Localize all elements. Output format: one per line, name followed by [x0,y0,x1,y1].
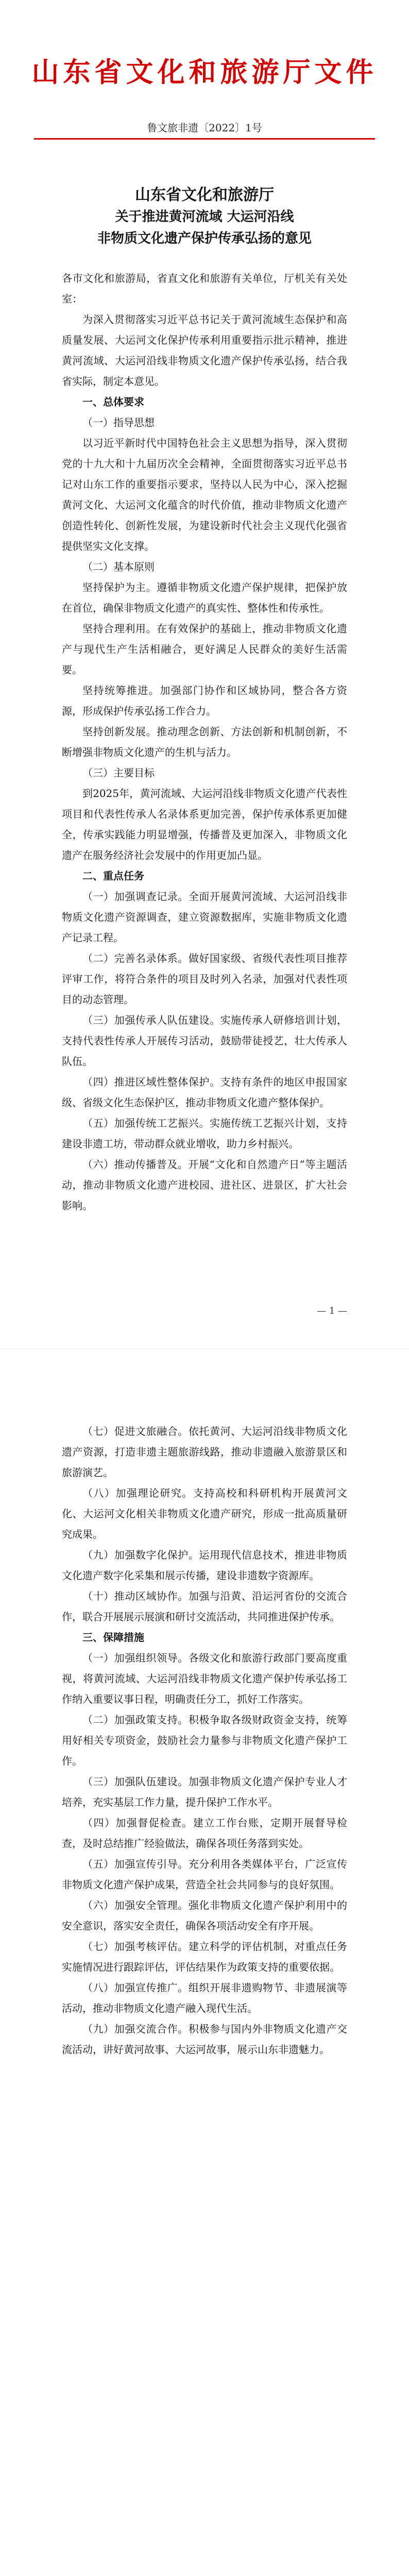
body-paragraph: （七）促进文旅融合。依托黄河、大运河沿线非物质文化遗产资源，打造非遗主题旅游线路，推动非遗融入旅游景区和旅游演艺。 [62,1425,347,1479]
body-paragraph: （四）加强督促检查。建立工作台账，定期开展督导检查，及时总结推广经验做法，确保各项任务落到实处。 [62,1817,347,1850]
section-heading: 二、重点任务 [82,870,144,882]
document-title [0,184,409,249]
body-paragraph: 坚持统筹推进。加强部门协作和区域协同，整合各方资源，形成保护传承弘扬工作合力。 [62,684,347,717]
body-paragraph: （二）完善名录体系。做好国家级、省级代表性项目推荐评审工作，将符合条件的项目及时列入名录，加强对代表性项目的动态管理。 [62,952,347,1006]
body-paragraph: （三）加强队伍建设。加强非物质文化遗产保护专业人才培养，充实基层工作力量，提升保护工作水平。 [62,1775,347,1808]
body-paragraph: （五）加强宣传引导。充分利用各类媒体平台，广泛宣传非物质文化遗产保护成果，营造全社会共同参与的良好氛围。 [62,1858,347,1891]
body-paragraph: 以习近平新时代中国特色社会主义思想为指导，深入贯彻党的十九大和十九届历次全会精神，全面贯彻落实习近平总书记对山东工作的重要指示要求，坚持以人民为中心，深入挖掘黄河文化、大运河文化蕴含的时代价值，推动非物质文化遗产创造性转化、创新性发展，为建设新时代社会主义现代化强省提供坚实文化支撑。 [62,437,347,552]
section-heading: 一、总体要求 [82,396,144,408]
body-paragraph: （九）加强数字化保护。运用现代信息技术，推进非物质文化遗产数字化采集和展示传播，建设非遗数字资源库。 [62,1549,347,1582]
subsection-heading: （二）基本原则 [82,561,155,573]
red-divider-line [34,138,375,140]
section-heading: 三、保障措施 [82,1631,144,1643]
body-paragraph: （六）加强安全管理。强化非物质文化遗产保护利用中的安全意识，落实安全责任，确保各项活动安全有序开展。 [62,1899,347,1932]
body-paragraph: （三）加强传承人队伍建设。实施传承人研修培训计划，支持代表性传承人开展传习活动，鼓励带徒授艺，壮大传承人队伍。 [62,1014,347,1067]
body-paragraph: 坚持合理利用。在有效保护的基础上，推动非物质文化遗产与现代生产生活相融合，更好满足人民群众的美好生活需要。 [62,622,347,676]
title-line-2: 非物质文化遗产保护传承弘扬的意见 [97,231,312,246]
page-number: — 1 — [317,1306,347,1316]
body-paragraph: （二）加强政策支持。积极争取各级财政资金支持，统筹用好相关专项资金，鼓励社会力量参与非物质文化遗产保护工作。 [62,1714,347,1767]
body-paragraph: 各市文化和旅游局，省直文化和旅游有关单位，厅机关有关处室： [62,272,347,305]
body-paragraph: （七）加强考核评估。建立科学的评估机制，对重点任务实施情况进行跟踪评估，评估结果作为政策支持的重要依据。 [62,1940,347,1973]
body-paragraph: 为深入贯彻落实习近平总书记关于黄河流域生态保护和高质量发展、大运河文化保护传承利用重要指示批示精神，推进黄河流域、大运河沿线非物质文化遗产保护传承弘扬，结合我省实际，制定本意见。 [62,313,347,387]
body-paragraph: （八）加强宣传推广。组织开展非遗购物节、非遗展演等活动，推动非物质文化遗产融入现代生活。 [62,1981,347,2014]
page-2-body [62,1421,347,2060]
document-header: 山东省文化和旅游厅文件 [31,56,378,88]
body-paragraph: （十）推动区域协作。加强与沿黄、沿运河省份的交流合作，联合开展展示展演和研讨交流活动，共同推进保护传承。 [62,1590,347,1623]
title-line-1: 关于推进黄河流域 大运河沿线 [115,209,294,225]
body-paragraph: 坚持保护为主。遵循非物质文化遗产保护规律，把保护放在首位，确保非物质文化遗产的真实性、整体性和传承性。 [62,581,347,614]
body-paragraph: 坚持创新发展。推动理念创新、方法创新和机制创新，不断增强非物质文化遗产的生机与活力。 [62,725,347,758]
body-paragraph: （一）加强组织领导。各级文化和旅游行政部门要高度重视，将黄河流域、大运河沿线非物质文化遗产保护传承弘扬工作纳入重要议事日程，明确责任分工，抓好工作落实。 [62,1652,347,1705]
title-issuer: 山东省文化和旅游厅 [135,186,274,204]
body-paragraph: （九）加强交流合作。积极参与国内外非物质文化遗产交流活动，讲好黄河故事、大运河故事，展示山东非遗魅力。 [62,2023,347,2056]
body-paragraph: （一）加强调查记录。全面开展黄河流域、大运河沿线非物质文化遗产资源调查，建立资源数据库，实施非物质文化遗产记录工程。 [62,890,347,944]
subsection-heading: （一）指导思想 [82,416,155,429]
body-paragraph: （五）加强传统工艺振兴。实施传统工艺振兴计划，支持建设非遗工坊，带动群众就业增收，助力乡村振兴。 [62,1117,347,1150]
subsection-heading: （三）主要目标 [82,767,155,779]
body-paragraph: （六）推动传播普及。开展“文化和自然遗产日”等主题活动，推动非物质文化遗产进校园、进社区、进景区，扩大社会影响。 [62,1158,347,1212]
body-paragraph: （四）推进区域性整体保护。支持有条件的地区申报国家级、省级文化生态保护区，推动非物质文化遗产整体保护。 [62,1076,347,1109]
body-paragraph: 到2025年，黄河流域、大运河沿线非物质文化遗产代表性项目和代表性传承人名录体系更加完善，保护传承体系更加健全，传承实践能力明显增强，传播普及更加深入，非物质文化遗产在服务经济社会发展中的作用更加凸显。 [62,787,347,861]
page-2 [0,1349,409,2576]
page-1-body [62,268,347,1216]
document-number: 鲁文旅非遗〔2022〕1号 [147,122,262,134]
body-paragraph: （八）加强理论研究。支持高校和科研机构开展黄河文化、大运河文化相关非物质文化遗产研究，形成一批高质量研究成果。 [62,1487,347,1540]
